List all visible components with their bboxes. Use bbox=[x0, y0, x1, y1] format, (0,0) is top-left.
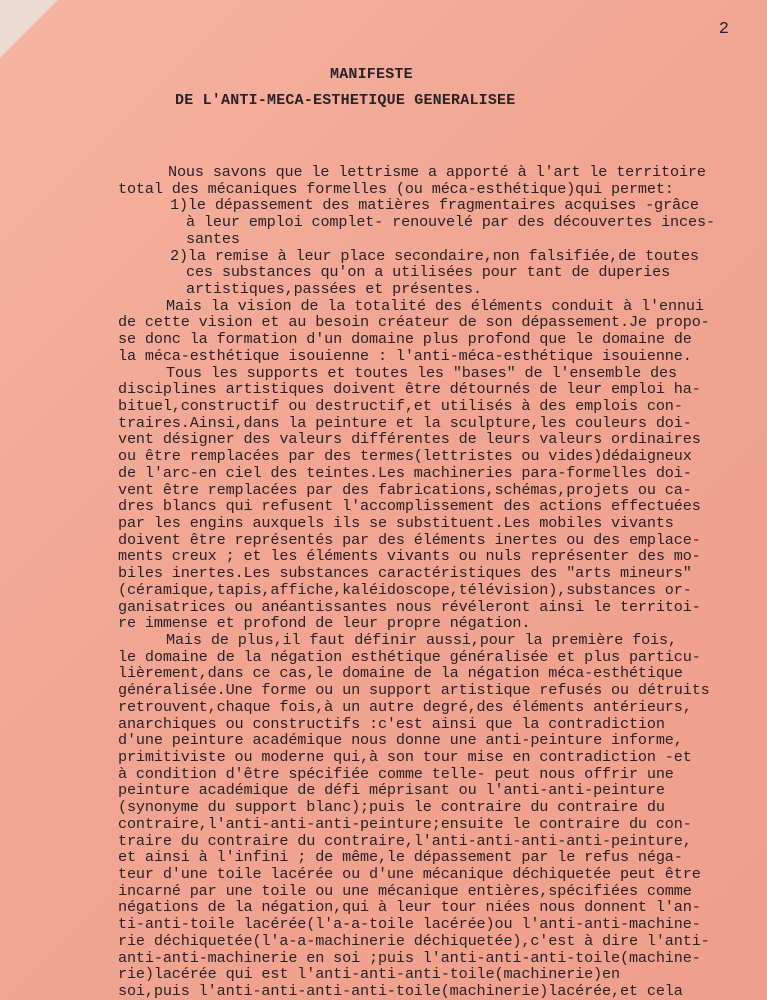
text-line: peinture académique de défi méprisant ou l'anti-anti-peinture bbox=[118, 781, 665, 800]
text-line: anarchiques ou constructifs :c'est ainsi que la contradiction bbox=[118, 714, 665, 733]
title-line-1: MANIFESTE bbox=[330, 66, 413, 83]
text-line: traires.Ainsi,dans la peinture et la sculpture,les couleurs doi- bbox=[118, 413, 692, 432]
text-line: ces substances qu'on a utilisées pour tant de duperies bbox=[186, 263, 671, 282]
title-line-2: DE L'ANTI-MECA-ESTHETIQUE GENERALISEE bbox=[175, 92, 516, 109]
text-line: rie déchiquetée(l'a-a-machinerie déchiquetée),c'est à dire l'anti- bbox=[118, 931, 710, 950]
text-line: d'une peinture académique nous donne une anti-peinture informe, bbox=[118, 731, 683, 750]
text-line: le domaine de la négation esthétique généralisée et plus particu- bbox=[118, 647, 701, 666]
text-line: Tous les supports et toutes les "bases" de l'ensemble des bbox=[166, 363, 677, 382]
text-line: vent désigner des valeurs différentes de leurs valeurs ordinaires bbox=[118, 430, 701, 449]
text-line: ments creux ; et les éléments vivants ou nuls représenter des mo- bbox=[118, 547, 701, 566]
text-line: (céramique,tapis,affiche,kaléidoscope,télévision),substances or- bbox=[118, 580, 692, 599]
text-line: contraire,l'anti-anti-anti-peinture;ensuite le contraire du con- bbox=[118, 814, 692, 833]
text-line: à leur emploi complet- renouvelé par des découvertes inces- bbox=[186, 213, 715, 232]
text-line: vent être remplacées par des fabrications,schémas,projets ou ca- bbox=[118, 480, 692, 499]
text-line: généralisée.Une forme ou un support artistique refusés ou détruits bbox=[118, 681, 710, 700]
text-line: incarné par une toile ou une mécanique entières,spécifiées comme bbox=[118, 881, 692, 900]
text-line: se donc la formation d'un domaine plus profond que le domaine de bbox=[118, 330, 692, 349]
text-line: dres blancs qui refusent l'accomplissement des actions effectuées bbox=[118, 497, 701, 516]
text-line: disciplines artistiques doivent être détournés de leur emploi ha- bbox=[118, 380, 701, 399]
text-line: 2)la remise à leur place secondaire,non falsifiée,de toutes bbox=[170, 246, 699, 265]
text-line: ti-anti-toile lacérée(l'a-a-toile lacérée)ou l'anti-anti-machine- bbox=[118, 915, 701, 934]
text-line: doivent être représentés par des éléments inertes ou des emplace- bbox=[118, 530, 701, 549]
text-line: retrouvent,chaque fois,à un autre degré,des éléments antérieurs, bbox=[118, 697, 692, 716]
text-line: Mais de plus,il faut définir aussi,pour la première fois, bbox=[166, 631, 677, 649]
text-line: anti-anti-machinerie en soi ;puis l'anti-anti-anti-toile(machine- bbox=[118, 948, 701, 967]
text-line: total des mécaniques formelles (ou méca-esthétique)qui permet: bbox=[118, 179, 674, 198]
text-line: de cette vision et au besoin créateur de son dépassement.Je propo- bbox=[118, 313, 710, 332]
text-line: biles inertes.Les substances caractéristiques des "arts mineurs" bbox=[118, 564, 692, 583]
text-line: négations de la négation,qui à leur tour niées nous donnent l'an- bbox=[118, 898, 701, 917]
page-number: 2 bbox=[718, 20, 729, 39]
text-line: rie)lacérée qui est l'anti-anti-anti-toile(machinerie)en bbox=[118, 965, 620, 984]
text-line: lièrement,dans ce cas,le domaine de la négation méca-esthétique bbox=[118, 664, 683, 683]
text-line: traire du contraire du contraire,l'anti-anti-anti-anti-peinture, bbox=[118, 831, 692, 850]
text-line: 1)le dépassement des matières fragmentaires acquises -grâce bbox=[170, 196, 699, 215]
text-line: santes bbox=[186, 229, 240, 248]
folded-corner bbox=[0, 0, 58, 58]
text-line: (synonyme du support blanc);puis le contraire du contraire du bbox=[118, 798, 665, 817]
text-line: à condition d'être spécifiée comme telle- peut nous offrir une bbox=[118, 764, 674, 783]
text-line: et ainsi à l'infini ; de même,le dépassement par le refus néga- bbox=[118, 848, 683, 867]
text-line: ganisatrices ou anéantissantes nous révéleront ainsi le territoi- bbox=[118, 597, 701, 616]
text-line: Nous savons que le lettrisme a apporté à l'art le territoire bbox=[168, 163, 706, 181]
text-line: primitiviste ou moderne qui,à son tour mise en contradiction -et bbox=[118, 748, 692, 766]
text-line: teur d'une toile lacérée ou d'une mécanique déchiquetée peut être bbox=[118, 865, 701, 883]
text-line: bituel,constructif ou destructif,et utilisés à des emplois con- bbox=[118, 397, 683, 415]
text-line: de l'arc-en ciel des teintes.Les machineries para-formelles doi- bbox=[118, 463, 692, 482]
text-line: artistiques,passées et présentes. bbox=[186, 280, 482, 298]
text-line: Mais la vision de la totalité des éléments conduit à l'ennui bbox=[166, 296, 704, 315]
text-line: re immense et profond de leur propre négation. bbox=[118, 614, 531, 633]
text-line: la méca-esthétique isouienne : l'anti-méca-esthétique isouienne. bbox=[118, 346, 692, 365]
text-line: par les engins auxquels ils se substituent.Les mobiles vivants bbox=[118, 514, 674, 532]
text-line: soi,puis l'anti-anti-anti-anti-toile(machinerie)lacérée,et cela bbox=[118, 982, 683, 1000]
text-line: ou être remplacées par des termes(lettristes ou vides)dédaigneux bbox=[118, 447, 692, 466]
